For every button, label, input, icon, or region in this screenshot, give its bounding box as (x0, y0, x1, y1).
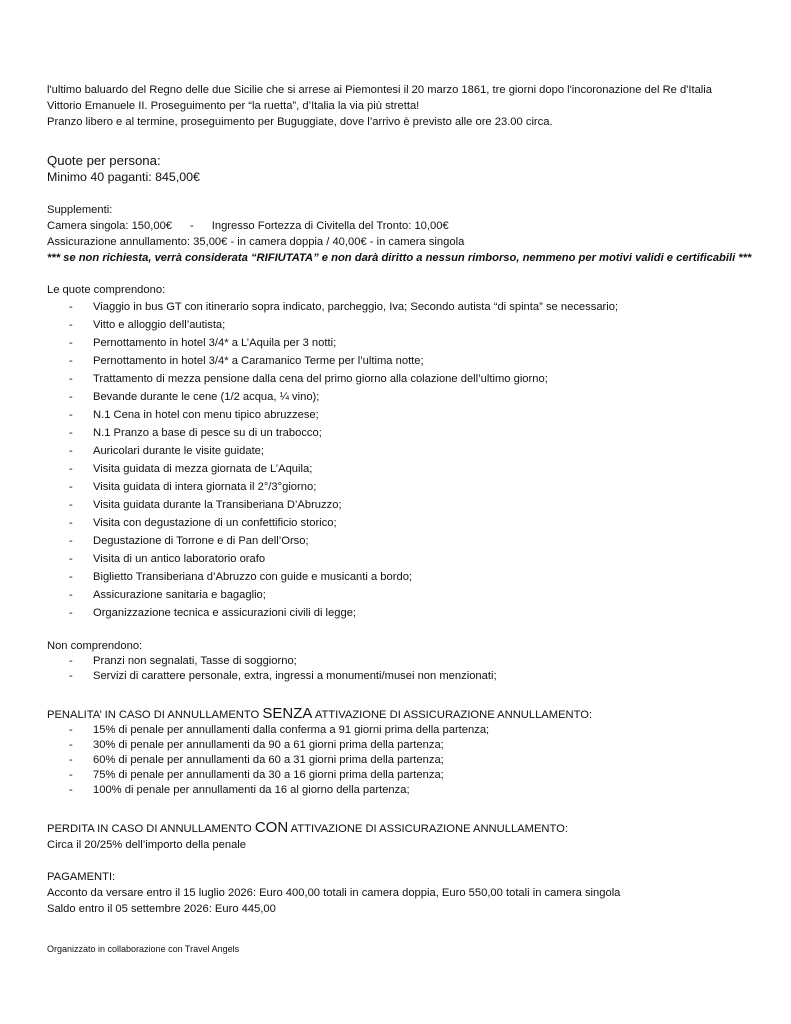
penalty-with-pre: PERDITA IN CASO DI ANNULLAMENTO (47, 823, 255, 835)
insurance-warning: *** se non richiesta, verrà considerata “RIFIUTATA” e non darà diritto a nessun rimborso, nemmeno per motivi validi e certificabili *** (47, 252, 752, 264)
list-item-text: Degustazione di Torrone e di Pan dell’Orso; (93, 535, 309, 547)
payments-balance: Saldo entro il 05 settembre 2026: Euro 445,00 (47, 903, 276, 915)
list-dash: - (69, 391, 73, 403)
list-dash: - (69, 373, 73, 385)
penalty-with-post: ATTIVAZIONE DI ASSICURAZIONE ANNULLAMENTO: (288, 823, 568, 835)
included-item (47, 388, 759, 406)
list-item-text: Viaggio in bus GT con itinerario sopra indicato, parcheggio, Iva; Secondo autista “di spinta” se necessario; (93, 301, 619, 313)
included-item (47, 424, 759, 442)
list-item-text: 30% di penale per annullamenti da 90 a 61 giorni prima della partenza; (93, 739, 444, 751)
included-heading: Le quote comprendono: (47, 284, 166, 296)
excluded-item (47, 669, 759, 684)
included-item (47, 478, 759, 496)
list-dash: - (69, 655, 73, 667)
list-dash: - (69, 535, 73, 547)
penalty-without-list (47, 723, 759, 798)
list-dash: - (69, 553, 73, 565)
list-item-text: Visita guidata di intera giornata il 2°/3°giorno; (93, 481, 317, 493)
supplements-line-1 (47, 218, 759, 234)
included-item (47, 514, 759, 532)
list-dash: - (69, 445, 73, 457)
included-item (47, 568, 759, 586)
list-item-text: Visita di un antico laboratorio orafo (93, 553, 266, 565)
list-item-text: Pernottamento in hotel 3/4* a L’Aquila per 3 notti; (93, 337, 337, 349)
fortress-ticket: Ingresso Fortezza di Civitella del Tronto: 10,00€ (211, 220, 449, 232)
penalty-without-pre: PENALITA’ IN CASO DI ANNULLAMENTO (47, 709, 263, 721)
list-item-text: Bevande durante le cene (1/2 acqua, ¼ vino); (93, 391, 320, 403)
included-item (47, 460, 759, 478)
penalty-with-heading (47, 820, 759, 837)
list-item-text: Pernottamento in hotel 3/4* a Caramanico Terme per l’ultima notte; (93, 355, 424, 367)
list-dash: - (69, 670, 73, 682)
intro-line-3: Pranzo libero e al termine, proseguimento per Buguggiate, dove l’arrivo è previsto alle ore 23.00 circa. (47, 116, 553, 128)
list-item-text: Servizi di carattere personale, extra, ingressi a monumenti/musei non menzionati; (93, 670, 497, 682)
list-dash: - (69, 739, 73, 751)
document-page (47, 82, 759, 955)
list-item-text: N.1 Pranzo a base di pesce su di un trabocco; (93, 427, 322, 439)
list-item-text: Visita con degustazione di un confettificio storico; (93, 517, 337, 529)
supplements-heading: Supplementi: (47, 204, 113, 216)
list-item-text: Visita guidata durante la Transiberiana D’Abruzzo; (93, 499, 342, 511)
list-item-text: Organizzazione tecnica e assicurazioni civili di legge; (93, 607, 357, 619)
included-item (47, 496, 759, 514)
single-room-supplement: Camera singola: 150,00€ (47, 220, 173, 232)
penalty-without-heading (47, 706, 759, 723)
excluded-item (47, 654, 759, 669)
supplement-separator: - (190, 220, 194, 232)
included-item (47, 442, 759, 460)
included-item (47, 604, 759, 622)
footer-note: Organizzato in collaborazione con Travel Angels (47, 944, 240, 954)
list-dash: - (69, 499, 73, 511)
list-dash: - (69, 784, 73, 796)
list-item-text: 75% di penale per annullamenti da 30 a 16 giorni prima della partenza; (93, 769, 444, 781)
insurance-supplement: Assicurazione annullamento: 35,00€ - in camera doppia / 40,00€ - in camera singola (47, 236, 465, 248)
list-item-text: 15% di penale per annullamenti dalla conferma a 91 giorni prima della partenza; (93, 724, 490, 736)
list-item-text: Assicurazione sanitaria e bagaglio; (93, 589, 266, 601)
list-dash: - (69, 319, 73, 331)
list-item-text: Vitto e alloggio dell’autista; (93, 319, 226, 331)
list-item-text: Auricolari durante le visite guidate; (93, 445, 265, 457)
excluded-list (47, 654, 759, 684)
list-item-text: Biglietto Transiberiana d’Abruzzo con guide e musicanti a bordo; (93, 571, 413, 583)
quote-minimum: Minimo 40 paganti: 845,00€ (47, 170, 200, 184)
included-item (47, 352, 759, 370)
penalty-with-text: Circa il 20/25% dell’importo della penale (47, 839, 246, 851)
intro-line-1: l'ultimo baluardo del Regno delle due Sicilie che si arrese ai Piemontesi il 20 marzo 1861, tre giorni dopo l'incoronazione del Re d'Italia (47, 84, 712, 96)
list-item-text: Visita guidata di mezza giornata de L’Aquila; (93, 463, 313, 475)
included-item (47, 370, 759, 388)
quote-heading: Quote per persona: (47, 153, 161, 168)
list-dash: - (69, 754, 73, 766)
included-item (47, 550, 759, 568)
included-item (47, 334, 759, 352)
list-dash: - (69, 571, 73, 583)
penalty-item (47, 783, 759, 798)
penalty-without-emphasis: SENZA (262, 705, 313, 722)
intro-line-2: Vittorio Emanuele II. Proseguimento per “la ruetta”, d’Italia la via più stretta! (47, 100, 420, 112)
included-item (47, 532, 759, 550)
penalty-without-post: ATTIVAZIONE DI ASSICURAZIONE ANNULLAMENTO: (312, 709, 593, 721)
included-item (47, 316, 759, 334)
penalty-with-emphasis: CON (254, 819, 289, 836)
list-dash: - (69, 724, 73, 736)
list-item-text: N.1 Cena in hotel con menu tipico abruzzese; (93, 409, 319, 421)
list-dash: - (69, 355, 73, 367)
penalty-item (47, 753, 759, 768)
list-dash: - (69, 769, 73, 781)
list-dash: - (69, 463, 73, 475)
included-item (47, 406, 759, 424)
list-dash: - (69, 589, 73, 601)
included-item (47, 586, 759, 604)
list-dash: - (69, 427, 73, 439)
list-dash: - (69, 607, 73, 619)
list-item-text: Pranzi non segnalati, Tasse di soggiorno; (93, 655, 297, 667)
payments-heading: PAGAMENTI: (47, 871, 116, 883)
list-dash: - (69, 481, 73, 493)
penalty-item (47, 723, 759, 738)
penalty-item (47, 738, 759, 753)
excluded-heading: Non comprendono: (47, 640, 143, 652)
penalty-item (47, 768, 759, 783)
list-dash: - (69, 517, 73, 529)
payments-deposit: Acconto da versare entro il 15 luglio 2026: Euro 400,00 totali in camera doppia, Euro 550,00 totali in camera singola (47, 887, 621, 899)
list-dash: - (69, 301, 73, 313)
list-item-text: 100% di penale per annullamenti da 16 al giorno della partenza; (93, 784, 410, 796)
list-dash: - (69, 337, 73, 349)
included-list (47, 298, 759, 622)
list-dash: - (69, 409, 73, 421)
included-item (47, 298, 759, 316)
list-item-text: Trattamento di mezza pensione dalla cena del primo giorno alla colazione dell’ultimo giorno; (93, 373, 548, 385)
list-item-text: 60% di penale per annullamenti da 60 a 31 giorni prima della partenza; (93, 754, 444, 766)
